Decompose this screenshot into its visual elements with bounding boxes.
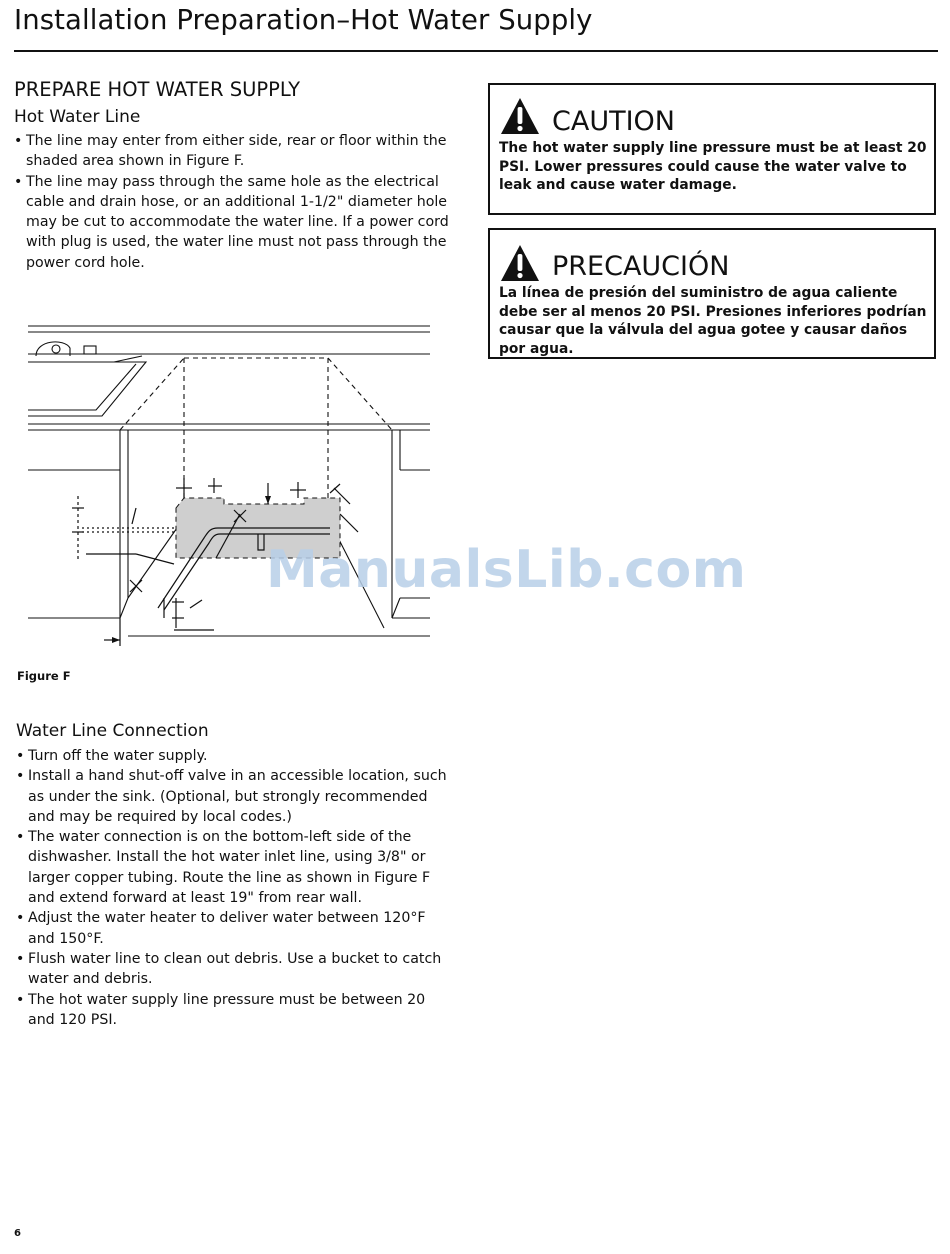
title-rule xyxy=(14,50,938,52)
caution-text: The hot water supply line pressure must be at least 20 PSI. Lower pressures could cause the water valve to leak and cause water damage. xyxy=(499,140,927,193)
watermark: ManualsLib.com xyxy=(266,540,747,600)
water-line-connection-list xyxy=(16,746,450,1030)
list-item: • Install a hand shut-off valve in an accessible location, such as under the sink. (Optional, but strongly recommended and may be required by local codes.) xyxy=(16,766,450,827)
list-item: • Adjust the water heater to deliver water between 120°F and 150°F. xyxy=(16,908,450,949)
page-title: Installation Preparation–Hot Water Supply xyxy=(14,4,593,36)
section-heading-prepare: PREPARE HOT WATER SUPPLY xyxy=(14,78,301,101)
list-item: • Turn off the water supply. xyxy=(16,746,450,766)
list-item: • The line may pass through the same hole as the electrical cable and drain hose, or an additional 1-1/2" diameter hole may be cut to accommodate the water line. If a power cord with plug is used, the water line must not pass through the power cord hole. xyxy=(14,172,454,273)
precaucion-box xyxy=(488,228,936,359)
precaucion-heading: PRECAUCIÓN xyxy=(552,251,730,282)
precaucion-text: La línea de presión del suministro de agua caliente debe ser al menos 20 PSI. Presiones inferiores podrían causar que la válvula del agua gotee y causar daños por agua. xyxy=(499,285,927,357)
page-number: 6 xyxy=(14,1228,21,1239)
subheading-hot-water-line: Hot Water Line xyxy=(14,107,141,127)
subheading-water-line-connection: Water Line Connection xyxy=(16,721,209,741)
warning-triangle-icon xyxy=(500,97,540,135)
figure-caption: Figure F xyxy=(17,669,71,683)
list-item: • The water connection is on the bottom-left side of the dishwasher. Install the hot water inlet line, using 3/8" or larger copper tubing. Route the line as shown in Figure F and extend forward at least 19" from rear wall. xyxy=(16,827,450,908)
caution-heading: CAUTION xyxy=(552,106,675,137)
hot-water-line-list xyxy=(14,131,454,273)
list-item: • The hot water supply line pressure must be between 20 and 120 PSI. xyxy=(16,990,450,1031)
list-item: • The line may enter from either side, rear or floor within the shaded area shown in Figure F. xyxy=(14,131,454,172)
list-item: • Flush water line to clean out debris. Use a bucket to catch water and debris. xyxy=(16,949,450,990)
figure-f-diagram xyxy=(24,318,434,658)
caution-box xyxy=(488,83,936,215)
warning-triangle-icon xyxy=(500,244,540,282)
